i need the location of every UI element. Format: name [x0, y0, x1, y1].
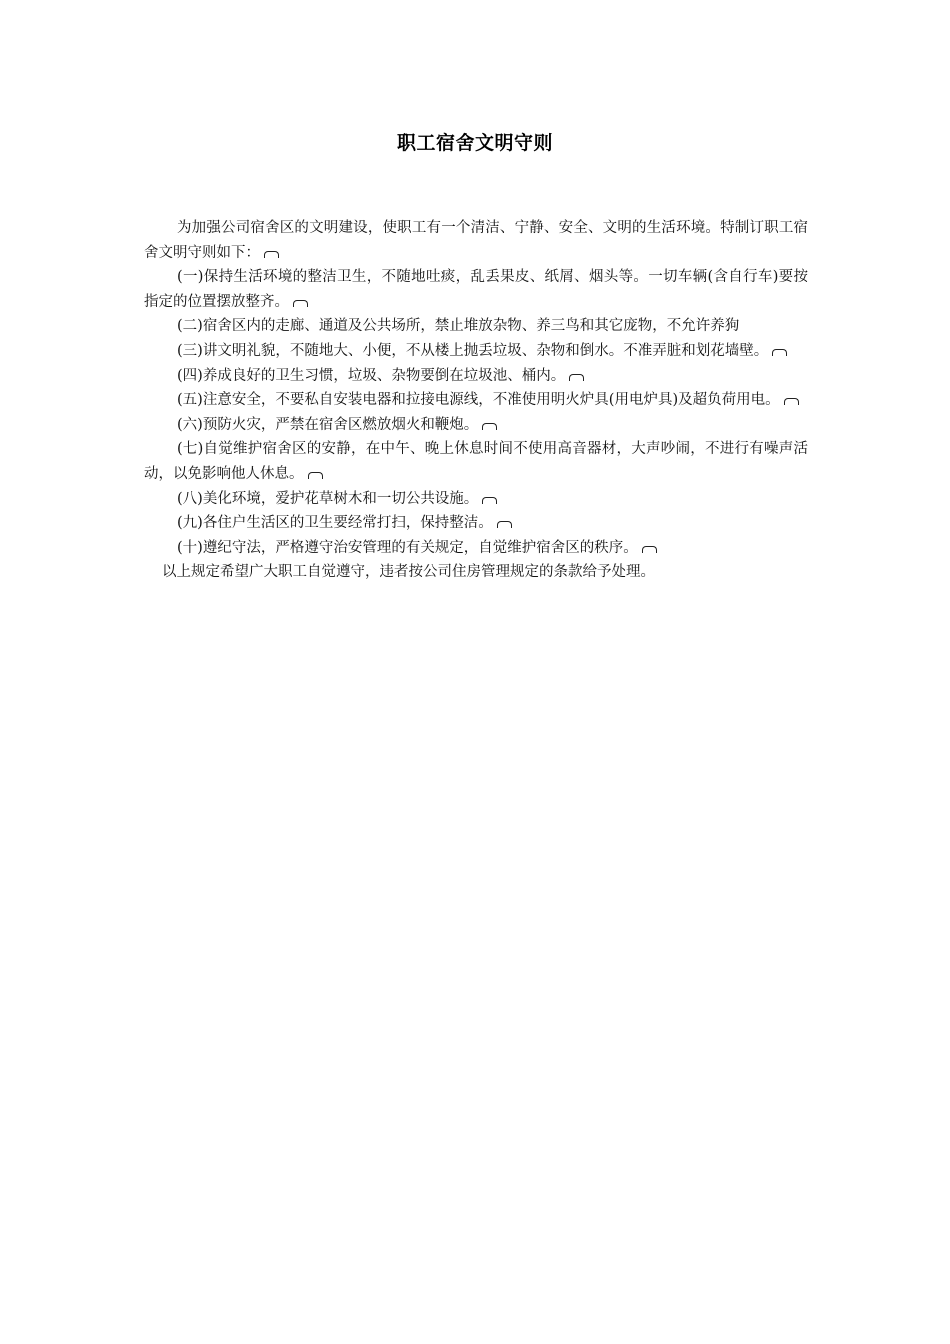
- paragraph-mark-icon: [642, 546, 657, 553]
- rule-text: (十)遵纪守法，严格遵守治安管理的有关规定，自觉维护宿舍区的秩序。: [177, 539, 638, 556]
- rule-text: (六)预防火灾，严禁在宿舍区燃放烟火和鞭炮。: [177, 416, 479, 433]
- paragraph-mark-icon: [784, 398, 799, 405]
- rule-text: (三)讲文明礼貌，不随地大、小便，不从楼上抛丢垃圾、杂物和倒水。不准弄脏和划花墙壁。: [177, 342, 769, 359]
- rule-item-3: [144, 339, 808, 364]
- rule-text: (二)宿舍区内的走廊、通道及公共场所，禁止堆放杂物、养三鸟和其它庞物，不允许养狗: [177, 318, 740, 335]
- paragraph-mark-icon: [497, 521, 512, 528]
- rule-item-7: [144, 437, 808, 486]
- rule-item-2: [144, 314, 808, 339]
- paragraph-mark-icon: [308, 472, 323, 479]
- rule-text: (五)注意安全，不要私自安装电器和拉接电源线，不准使用明火炉具(用电炉具)及超负荷用电。: [177, 392, 780, 409]
- rule-item-8: [144, 487, 808, 512]
- rule-text: (九)各住户生活区的卫生要经常打扫，保持整洁。: [177, 515, 493, 532]
- rule-text: (八)美化环境，爱护花草树木和一切公共设施。: [177, 490, 479, 507]
- closing-paragraph: [144, 560, 808, 585]
- paragraph-mark-icon: [293, 300, 308, 307]
- rule-item-4: [144, 364, 808, 389]
- intro-paragraph: [144, 216, 808, 265]
- rule-item-6: [144, 413, 808, 438]
- document-body: [144, 216, 808, 585]
- intro-text: 为加强公司宿舍区的文明建设，使职工有一个清洁、宁静、安全、文明的生活环境。特制订职工宿舍文明守则如下：: [144, 220, 808, 261]
- paragraph-mark-icon: [569, 374, 584, 381]
- paragraph-mark-icon: [264, 251, 279, 258]
- rule-text: (七)自觉维护宿舍区的安静，在中午、晚上休息时间不使用高音器材，大声吵闹，不进行有噪声活动，以免影响他人休息。: [144, 441, 808, 482]
- rule-item-5: [144, 388, 808, 413]
- rule-item-1: [144, 265, 808, 314]
- rule-item-10: [144, 536, 808, 561]
- document-title: 职工宿舍文明守则: [396, 132, 553, 154]
- rule-text: (四)养成良好的卫生习惯，垃圾、杂物要倒在垃圾池、桶内。: [177, 367, 566, 384]
- rule-text: (一)保持生活环境的整洁卫生，不随地吐痰，乱丢果皮、纸屑、烟头等。一切车辆(含自行车)要按指定的位置摆放整齐。: [144, 269, 808, 310]
- paragraph-mark-icon: [772, 349, 787, 356]
- paragraph-mark-icon: [482, 497, 497, 504]
- rule-item-9: [144, 511, 808, 536]
- closing-text: 以上规定希望广大职工自觉遵守，违者按公司住房管理规定的条款给予处理。: [162, 564, 655, 581]
- paragraph-mark-icon: [482, 423, 497, 430]
